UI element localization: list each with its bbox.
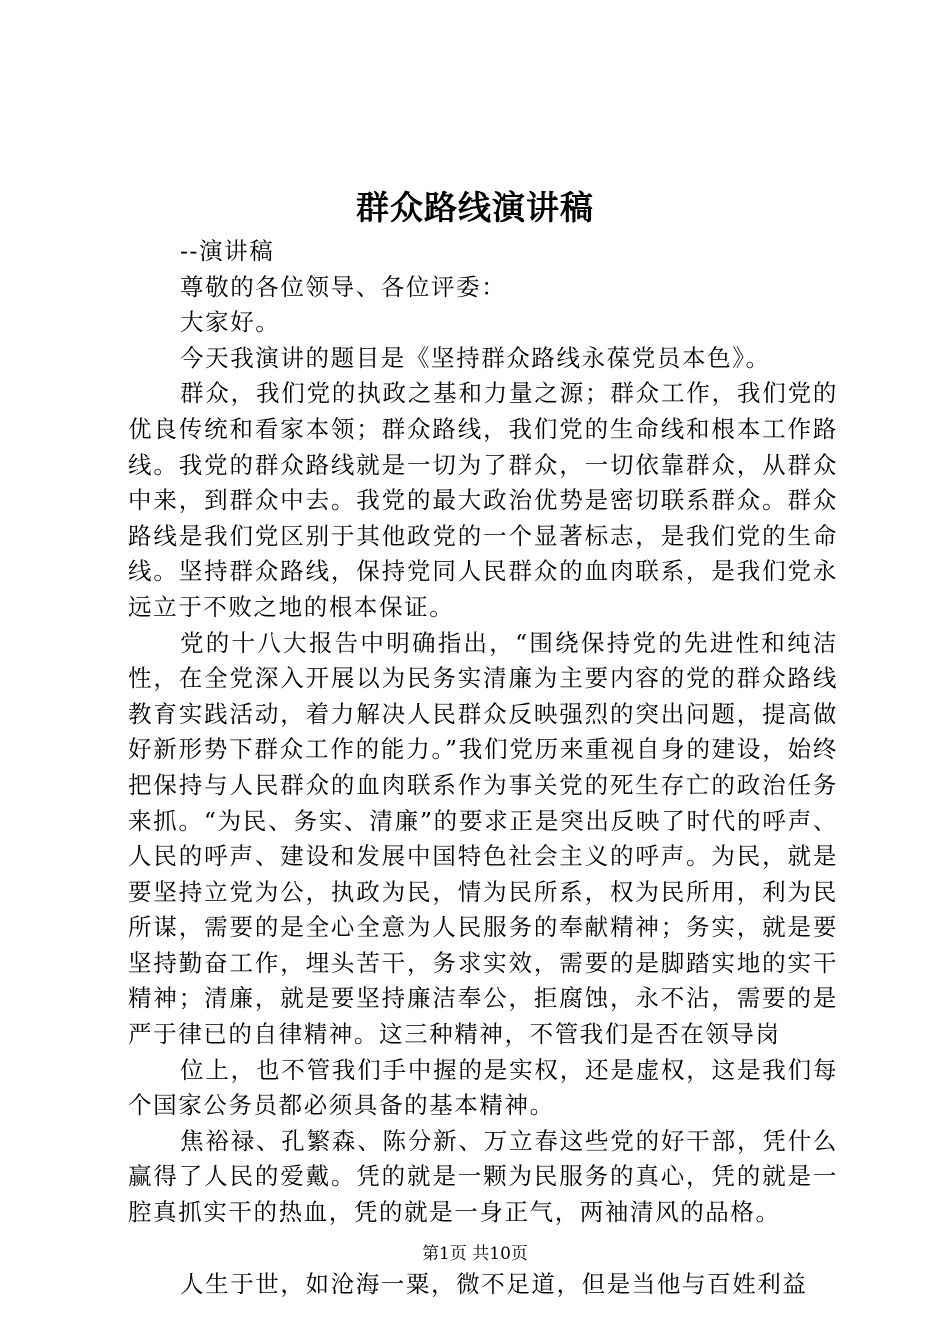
body-paragraph: 党的十八大报告中明确指出，“围绕保持党的先进性和纯洁性，在全党深入开展以为民务实清廉为主要内容的党的群众路线教育实践活动，着力解决人民群众反映强烈的突出问题，提高做好新形势下群众工作的能力。”我们党历来重视自身的建设，始终把保持与人民群众的血肉联系作为事关党的死生存亡的政治任务来抓。“为民、务实、清廉”的要求正是突出反映了时代的呼声、人民的呼声、建设和发展中国特色社会主义的呼声。为民，就是要坚持立党为公，执政为民，情为民所系，权为民所用，利为民所谋，需要的是全心全意为人民服务的奉献精神；务实，就是要坚持勤奋工作，埋头苦干，务求实效，需要的是脚踏实地的实干精神；清廉，就是要坚持廉洁奉公，拒腐蚀，永不沾，需要的是严于律已的自律精神。这三种精神，不管我们是否在领导岗 <box>128 628 838 1049</box>
subtitle-line: --演讲稿 <box>180 237 275 265</box>
document-body <box>128 234 838 1302</box>
document-title: 群众路线演讲稿 <box>356 188 594 227</box>
page-footer: 第1页 共10页 <box>422 1244 528 1264</box>
body-paragraph: 群众，我们党的执政之基和力量之源；群众工作，我们党的优良传统和看家本领；群众路线，我们党的生命线和根本工作路线。我党的群众路线就是一切为了群众，一切依靠群众，从群众中来，到群众中去。我党的最大政治优势是密切联系群众。群众路线是我们党区别于其他政党的一个显著标志，是我们党的生命线。坚持群众路线，保持党同人民群众的血肉联系，是我们党永远立于不败之地的根本保证。 <box>128 379 838 621</box>
salutation-line: 尊敬的各位领导、各位评委： <box>180 272 507 301</box>
body-paragraph: 人生于世，如沧海一粟，微不足道，但是当他与百姓利益 <box>180 1269 808 1298</box>
greeting-line: 大家好。 <box>180 308 281 337</box>
topic-line: 今天我演讲的题目是《坚持群众路线永葆党员本色》。 <box>180 343 771 372</box>
body-paragraph: 位上，也不管我们手中握的是实权，还是虚权，这是我们每个国家公务员都必须具备的基本精神。 <box>128 1055 838 1120</box>
body-paragraph: 焦裕禄、孔繁森、陈分新、万立春这些党的好干部，凭什么赢得了人民的爱戴。凭的就是一颗为民服务的真心，凭的就是一腔真抓实干的热血，凭的就是一身正气，两袖清风的品格。 <box>128 1126 838 1227</box>
